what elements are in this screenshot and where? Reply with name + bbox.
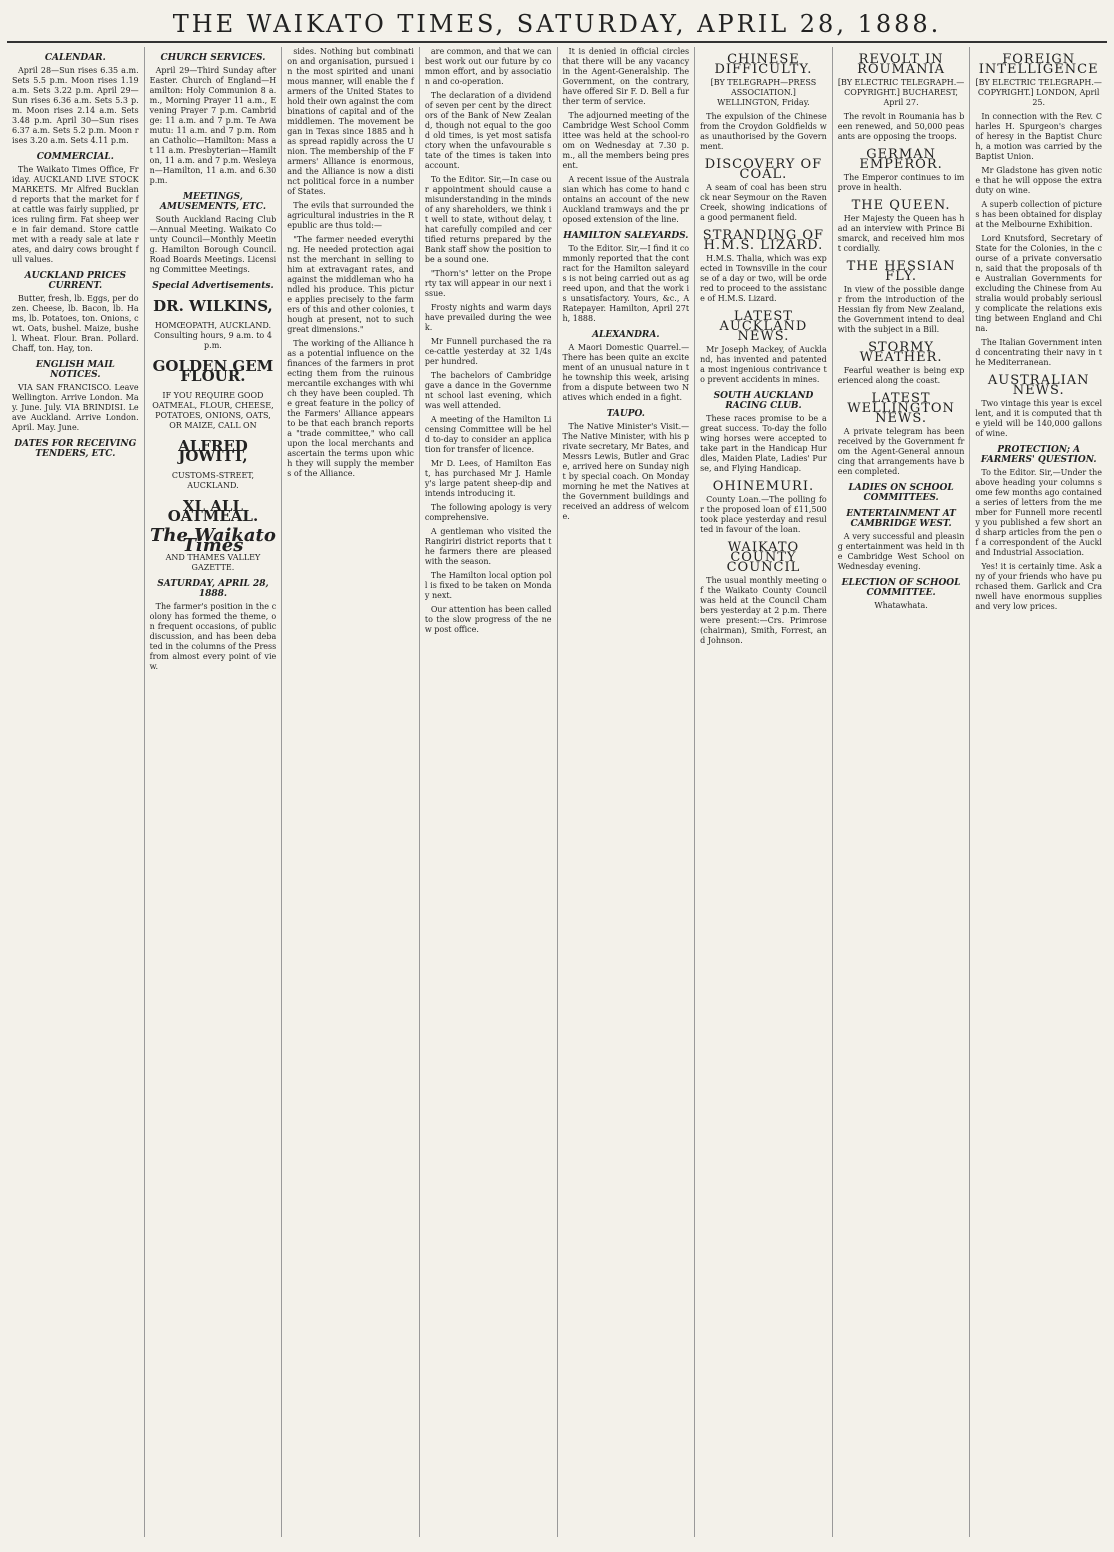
article-text: sides. Nothing but combination and organisation, pursued in the most spirited and unanimous manner, will enable the farmers of the United States to hold their own against the combinations of capital and of the middlemen. The movement began in Texas since 1885 and has spread rapidly across the Union. The membership of the Farmers' Alliance is enormous, and the Alliance is now a distinct political force in a number of States. xyxy=(287,47,414,196)
section-heading: DATES FOR RECEIVING TENDERS, ETC. xyxy=(14,439,137,459)
article-text: Fearful weather is being experienced along the coast. xyxy=(837,366,965,385)
article-text: Yes! it is certainly time. Ask any of your friends who have purchased them. Garlick and Cranwell have enormous supplies and very low prices. xyxy=(975,562,1102,611)
section-heading: SOUTH AUCKLAND RACING CLUB. xyxy=(713,391,814,411)
article-text: Mr Gladstone has given notice that he will oppose the extra duty on wine. xyxy=(975,166,1102,195)
article-text: To the Editor. Sir,—Under the above heading your columns some few months ago contained a series of letters from the member for Funnell more recently you published a few short and sharp articles from the pen of a correspondent of the Auckland Industrial Association. xyxy=(975,468,1102,557)
article-text: H.M.S. Thalia, which was expected in Townsville in the course of a day or two, will be ordered to proceed to the assistance of H.M.S. Lizard. xyxy=(700,254,827,303)
subheading: AND THAMES VALLEY GAZETTE. xyxy=(165,553,261,572)
article-text: A very successful and pleasing entertainment was held in the Cambridge West School on Wednesday evening. xyxy=(837,532,965,571)
article-text: The declaration of a dividend of seven per cent by the directors of the Bank of New Zealand, though not equal to the good old times, is yet most satisfactory when the unfavourable state of the times is taken into account. xyxy=(424,91,552,170)
article-text: To the Editor. Sir,—In case our appointment should cause a misunderstanding in the minds of any shareholders, we think it well to state, without delay, that carefully compiled and certified returns prepared by the Bank staff show the position to be a sound one. xyxy=(424,175,552,264)
column-4 xyxy=(420,47,558,1537)
masthead: THE WAIKATO TIMES, SATURDAY, APRIL 28, 1888. xyxy=(7,7,1107,43)
subheading: [BY ELECTRIC TELEGRAPH.—COPYRIGHT.] BUCHAREST, April 27. xyxy=(837,78,965,107)
article-text: It is denied in official circles that there will be any vacancy in the Agent-Generalship. The Government, on the contrary, have offered Sir F. D. Bell a further term of service. xyxy=(562,47,690,106)
news-headline: FOREIGN INTELLIGENCE xyxy=(978,52,1099,77)
section-heading: SATURDAY, APRIL 28, 1888. xyxy=(157,579,269,599)
article-text: The Native Minister's Visit.—The Native Minister, with his private secretary, Mr Bates, and Messrs Lewis, Butler and Grace, arrived here on Sunday night by special coach. On Monday morning he met the Natives at the Government buildings and received an address of welcome. xyxy=(562,422,690,521)
subheading: [BY TELEGRAPH—PRESS ASSOCIATION.] WELLINGTON, Friday. xyxy=(710,78,817,107)
article-text: To the Editor. Sir,—I find it commonly reported that the contract for the Hamilton saleyards is not being carried out as agreed upon, and that the work is unsatisfactory. Yours, &c., A Ratepayer. Hamilton, April 27th, 1888. xyxy=(562,244,690,323)
section-heading: ENGLISH MAIL NOTICES. xyxy=(35,360,115,380)
article-text: The farmer's position in the colony has formed the theme, on frequent occasions, of public discussion, and has been debated in the columns of the Press from almost every point of view. xyxy=(149,602,277,671)
news-headline: WAIKATO COUNTY COUNCIL xyxy=(726,540,801,575)
column-7 xyxy=(833,47,971,1537)
article-text: Mr D. Lees, of Hamilton East, has purchased Mr J. Hamley's large patent sheep-dip and intends introducing it. xyxy=(424,459,552,498)
article-text: The Hamilton local option poll is fixed to be taken on Monday next. xyxy=(424,571,552,600)
article-text: The revolt in Roumania has been renewed, and 50,000 peasants are opposing the troops. xyxy=(837,112,965,141)
section-heading: PROTECTION; A FARMERS' QUESTION. xyxy=(980,445,1097,465)
article-text: "Thorn's" letter on the Property tax will appear in our next issue. xyxy=(424,269,552,298)
article-text: Our attention has been called to the slow progress of the new post office. xyxy=(424,605,552,634)
article-text: are common, and that we can best work out our future by common effort, and by association and co-operation. xyxy=(424,47,552,86)
subheading: Whatawhata. xyxy=(874,601,928,610)
section-heading: ALEXANDRA. xyxy=(592,330,660,340)
article-text: In view of the possible danger from the introduction of the Hessian fly from New Zealand, the Government intend to deal with the subject in a Bill. xyxy=(837,285,965,334)
subheading: [BY ELECTRIC TELEGRAPH.—COPYRIGHT.] LONDON, April 25. xyxy=(975,78,1102,107)
news-headline: LATEST WELLINGTON NEWS. xyxy=(847,391,955,426)
news-headline: THE HESSIAN FLY. xyxy=(846,259,956,284)
subheading: CUSTOMS-STREET, AUCKLAND. xyxy=(171,471,254,490)
news-headline: THE QUEEN. xyxy=(851,198,951,213)
article-text: In connection with the Rev. Charles H. Spurgeon's charges of heresy in the Baptist Church, a motion was carried by the Baptist Union. xyxy=(975,112,1102,161)
article-text: South Auckland Racing Club—Annual Meeting. Waikato County Council—Monthly Meeting. Hamilton Borough Council. Road Boards Meetings. Licensing Committee Meetings. xyxy=(149,215,277,274)
news-headline: OHINEMURI. xyxy=(712,479,815,494)
section-heading: ELECTION OF SCHOOL COMMITTEE. xyxy=(841,578,961,598)
subheading: HOMŒOPATH, AUCKLAND. Consulting hours, 9 a.m. to 4 p.m. xyxy=(153,321,272,350)
columns xyxy=(7,47,1107,1537)
news-headline: DISCOVERY OF COAL. xyxy=(704,157,823,182)
article-text: A Maori Domestic Quarrel.—There has been quite an excitement of an unusual nature in the township this week, arising from a dispute between two Natives which ended in a fight. xyxy=(562,343,690,402)
section-heading: LADIES ON SCHOOL COMMITTEES. xyxy=(848,483,954,503)
column-3 xyxy=(282,47,420,1537)
article-text: A seam of coal has been struck near Seymour on the Raven Creek, showing indications of a good permanent field. xyxy=(700,183,827,222)
advertisement: ALFRED JOWITT, xyxy=(178,437,248,465)
article-text: These races promise to be a great success. To-day the following horses were accepted to take part in the Handicap Hurdles, Maiden Plate, Ladies' Purse, and Flying Handicap. xyxy=(700,414,827,473)
section-heading: TAUPO. xyxy=(606,409,645,419)
article-text: Two vintage this year is excellent, and it is computed that the yield will be 140,000 gallons of wine. xyxy=(975,399,1102,438)
news-headline: STRANDING OF H.M.S. LIZARD. xyxy=(702,228,825,253)
news-headline: REVOLT IN ROUMANIA xyxy=(857,52,946,77)
column-6 xyxy=(695,47,833,1537)
article-text: The following apology is very comprehensive. xyxy=(424,503,552,522)
column-2 xyxy=(145,47,283,1537)
advertisement: DR. WILKINS, xyxy=(153,297,273,315)
section-heading: COMMERCIAL. xyxy=(36,152,114,162)
article-text: Her Majesty the Queen has had an interview with Prince Bismarck, and received him most cordially. xyxy=(837,214,965,253)
article-text: A superb collection of pictures has been obtained for display at the Melbourne Exhibition. xyxy=(975,200,1102,229)
news-headline: GERMAN EMPEROR. xyxy=(859,147,943,172)
column-8 xyxy=(970,47,1107,1537)
article-text: The usual monthly meeting of the Waikato County Council was held at the Council Chambers yesterday at 2 p.m. There were present:—Crs. Primrose (chairman), Smith, Forrest, and Johnson. xyxy=(700,576,827,645)
section-heading: CHURCH SERVICES. xyxy=(160,53,266,63)
article-text: Mr Joseph Mackey, of Auckland, has invented and patented a most ingenious contrivance to prevent accidents in mines. xyxy=(700,345,827,384)
news-headline: STORMY WEATHER. xyxy=(859,340,943,365)
article-text: A gentleman who visited the Rangiriri district reports that the farmers there are pleased with the season. xyxy=(424,527,552,566)
article-text: The adjourned meeting of the Cambridge West School Committee was held at the school-room on Wednesday at 7.30 p.m., all the members being present. xyxy=(562,111,690,170)
column-1 xyxy=(7,47,145,1537)
article-text: "The farmer needed everything. He needed protection against the merchant in selling to him at extravagant rates, and against the middleman who handled his produce. This picture applies precisely to the farmers of this and other colonies, though at present, not to such great dimensions." xyxy=(287,235,414,334)
article-text: Mr Funnell purchased the race-cattle yesterday at 32 1/4s per hundred. xyxy=(424,337,552,366)
section-heading: AUCKLAND PRICES CURRENT. xyxy=(24,271,126,291)
article-text: The evils that surrounded the agricultural industries in the Republic are thus told:— xyxy=(287,201,414,230)
article-text: The Waikato Times Office, Friday. AUCKLAND LIVE STOCK MARKETS. Mr Alfred Buckland reports that the market for fat cattle was fairly supplied, prices ruling firm. Fat sheep were in fair demand. Store cattle met with a ready sale at late rates, and dairy cows brought full values. xyxy=(12,165,139,264)
article-text: Butter, fresh, lb. Eggs, per dozen. Cheese, lb. Bacon, lb. Hams, lb. Potatoes, ton. Onions, cwt. Oats, bushel. Maize, bushel. Wheat. Flour. Bran. Pollard. Chaff, ton. Hay, ton. xyxy=(12,294,139,353)
article-text: The bachelors of Cambridge gave a dance in the Government school last evening, which was well attended. xyxy=(424,371,552,410)
section-heading: CALENDAR. xyxy=(44,53,106,63)
section-heading: Special Advertisements. xyxy=(152,281,274,291)
subheading: IF YOU REQUIRE GOOD OATMEAL, FLOUR, CHEESE, POTATOES, ONIONS, OATS, OR MAIZE, CALL ON xyxy=(152,391,274,430)
news-headline: CHINESE DIFFICULTY. xyxy=(714,52,813,77)
section-heading: ENTERTAINMENT AT CAMBRIDGE WEST. xyxy=(846,509,956,529)
article-text: VIA SAN FRANCISCO. Leave Wellington. Arrive London. May. June. July. VIA BRINDISI. Leave Auckland. Arrive London. April. May. June. xyxy=(12,383,139,432)
advertisement: GOLDEN GEM FLOUR. xyxy=(152,357,274,385)
column-5 xyxy=(558,47,696,1537)
article-text: The Italian Government intend concentrating their navy in the Mediterranean. xyxy=(975,338,1102,367)
article-text: A meeting of the Hamilton Licensing Committee will be held to-day to consider an application for transfer of licence. xyxy=(424,415,552,454)
news-headline: AUSTRALIAN NEWS. xyxy=(987,373,1090,398)
section-heading: MEETINGS, AMUSEMENTS, ETC. xyxy=(159,192,266,212)
article-text: The working of the Alliance has a potential influence on the finances of the farmers in protecting them from the ruinous mercantile exchanges with which they have been coupled. The great feature in the policy of the Farmers' Alliance appears to be that each branch reports a "trade committee," who call upon the local merchants and ascertain the terms upon which they will supply the members of the Alliance. xyxy=(287,339,414,478)
article-text: A private telegram has been received by the Government from the Agent-General announcing that arrangements have been completed. xyxy=(837,427,965,476)
article-text: Lord Knutsford, Secretary of State for the Colonies, in the course of a private conversation, said that the proposals of the Australian Governments for excluding the Chinese from Australia would probably seriously complicate the relations existing between England and China. xyxy=(975,234,1102,333)
newspaper-page xyxy=(7,7,1107,1537)
article-text: County Loan.—The polling for the proposed loan of £11,500 took place yesterday and resulted in favour of the loan. xyxy=(700,495,827,534)
paper-nameplate: The Waikato Times xyxy=(150,525,276,556)
section-heading: HAMILTON SALEYARDS. xyxy=(563,231,689,241)
article-text: The expulsion of the Chinese from the Croydon Goldfields was unauthorised by the Government. xyxy=(700,112,827,151)
news-headline: LATEST AUCKLAND NEWS. xyxy=(719,309,808,344)
article-text: April 29—Third Sunday after Easter. Church of England—Hamilton: Holy Communion 8 a.m., Morning Prayer 11 a.m., Evening Prayer 7 p.m. Cambridge: 11 a.m. and 7 p.m. Te Awamutu: 11 a.m. and 7 p.m. Roman Catholic—Hamilton: Mass at 11 a.m. Presbyterian—Hamilton, 11 a.m. and 7 p.m. Wesleyan—Hamilton, 11 a.m. and 6.30 p.m. xyxy=(149,66,277,185)
advertisement: XL ALL OATMEAL. xyxy=(167,497,259,525)
article-text: The Emperor continues to improve in health. xyxy=(837,173,965,192)
article-text: A recent issue of the Australasian which has come to hand contains an account of the new Auckland tramways and the proposed extension of the line. xyxy=(562,175,690,224)
article-text: Frosty nights and warm days have prevailed during the week. xyxy=(424,303,552,332)
article-text: April 28—Sun rises 6.35 a.m. Sets 5.5 p.m. Moon rises 1.19 a.m. Sets 3.22 p.m. April 29—Sun rises 6.36 a.m. Sets 5.3 p.m. Moon rises 2.14 a.m. Sets 3.48 p.m. April 30—Sun rises 6.37 a.m. Sets 5.2 p.m. Moon rises 3.20 a.m. Sets 4.11 p.m. xyxy=(12,66,139,145)
